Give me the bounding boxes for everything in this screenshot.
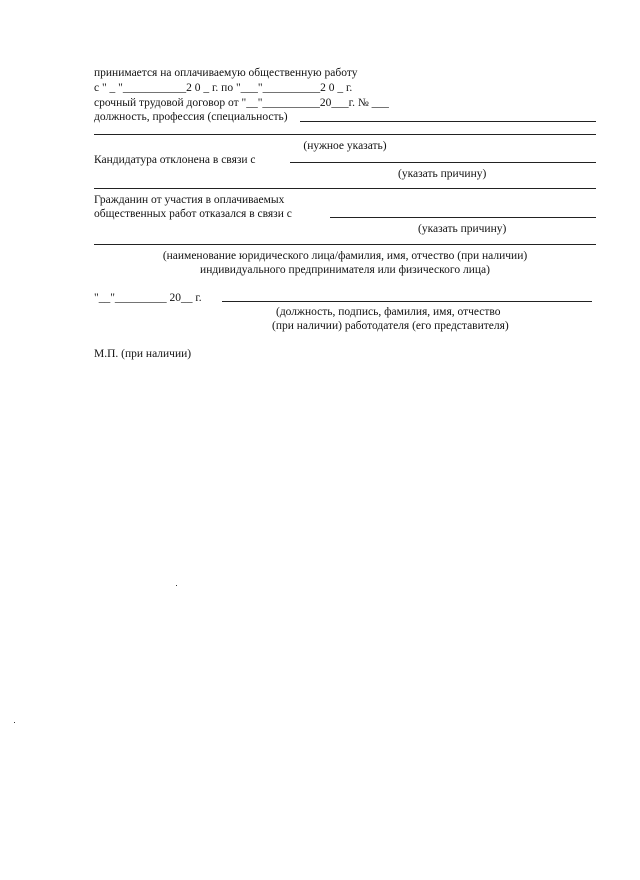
sign-date: "__"_________ 20__ г. xyxy=(94,292,202,304)
reason-hint-1: (указать причину) xyxy=(398,168,487,180)
work-period-line: с " _ "___________2 0 _ г. по "___"__________2 0 _ г. xyxy=(94,82,353,94)
signature-hint-1: (должность, подпись, фамилия, имя, отчество xyxy=(276,306,501,318)
public-work-accept-text: принимается на оплачиваемую общественную работу xyxy=(94,67,358,79)
refused-label-2: общественных работ отказался в связи с xyxy=(94,208,292,220)
employer-fill-line xyxy=(94,244,596,245)
position-fill-line-2 xyxy=(94,134,596,135)
contract-line: срочный трудовой договор от "__"__________20___г. № ___ xyxy=(94,97,389,109)
stamp-label: М.П. (при наличии) xyxy=(94,348,192,360)
reason-hint-2: (указать причину) xyxy=(418,223,507,235)
rejected-label: Кандидатура отклонена в связи с xyxy=(94,154,256,166)
choose-hint: (нужное указать) xyxy=(303,140,387,152)
employer-hint-2: индивидуального предпринимателя или физического лица) xyxy=(200,264,490,276)
rejected-fill-line xyxy=(290,162,596,163)
employer-hint-1: (наименование юридического лица/фамилия, имя, отчество (при наличии) xyxy=(162,250,528,262)
refused-fill-line xyxy=(330,217,596,218)
scan-speck xyxy=(176,585,177,586)
position-fill-line xyxy=(300,121,596,122)
position-label: должность, профессия (специальность) xyxy=(94,111,288,123)
signature-hint-2: (при наличии) работодателя (его представителя) xyxy=(272,320,509,332)
signature-fill-line xyxy=(222,301,592,302)
rejected-fill-line-2 xyxy=(94,188,596,189)
refused-label-1: Гражданин от участия в оплачиваемых xyxy=(94,194,285,206)
scan-speck xyxy=(14,722,15,723)
